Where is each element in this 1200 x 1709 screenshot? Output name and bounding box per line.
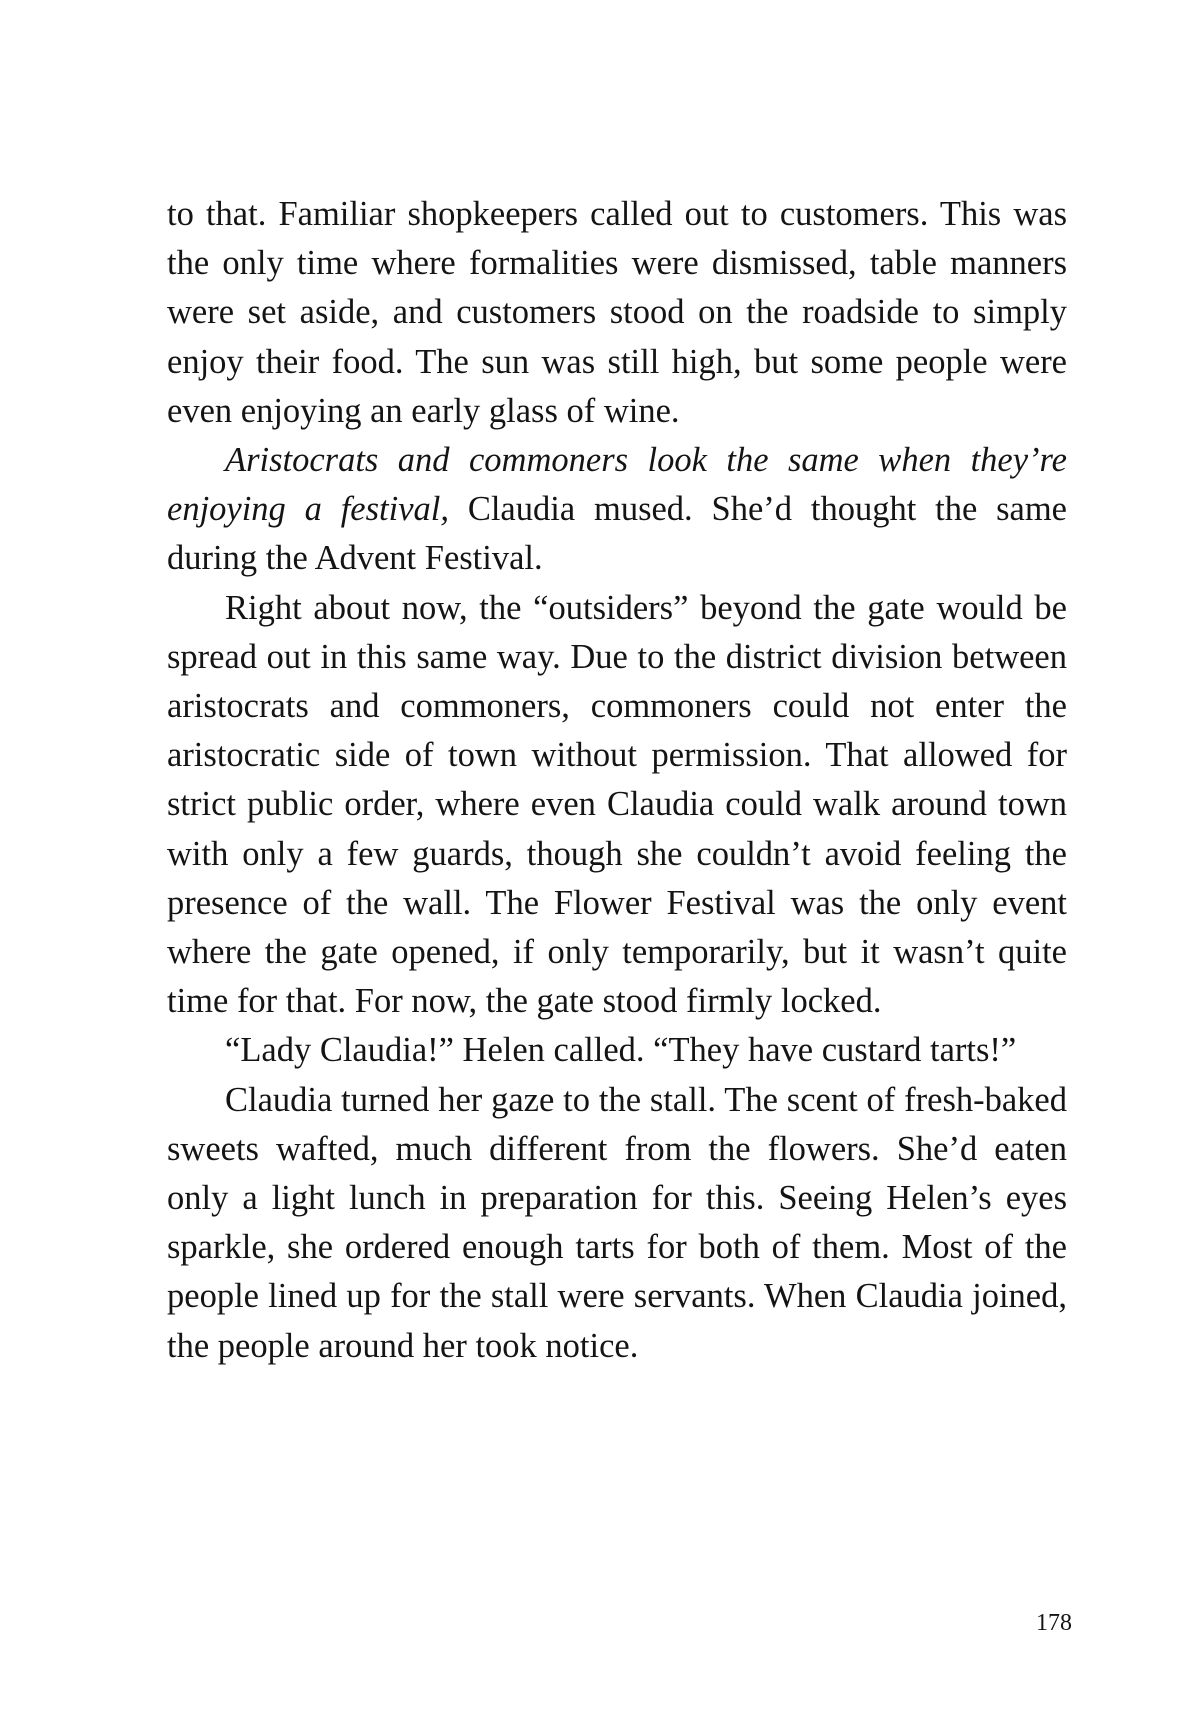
paragraph-text: Right about now, the “outsiders” beyond the gate would be spread out in this same way. Due to the district division between aristocrats and commoners, commoners could not enter the aristocratic side of town without permission. That allowed for strict public order, where even Claudia could walk around town with only a few guards, though she couldn’t avoid feeling the presence of the wall. The Flower Festival was the only event where the gate opened, if only temporarily, but it wasn’t quite time for that. For now, the gate stood firmly locked. [167,588,1067,1021]
paragraph-text: “Lady Claudia!” Helen called. “They have custard tarts!” [225,1031,1017,1070]
paragraph [167,190,1067,436]
paragraph [167,436,1067,584]
paragraph-text: Claudia mused. She’d thought the same during the Advent Festival. [167,490,1067,578]
paragraph [167,1076,1067,1371]
italic-thought-text: Aristocrats and commoners look the same when they’re enjoying a festival, [167,441,1067,529]
paragraph [167,584,1067,1027]
page-body-text [167,190,1067,1371]
page-number: 178 [1036,1610,1072,1636]
paragraph-text: to that. Familiar shopkeepers called out to customers. This was the only time where formalities were dismissed, table manners were set aside, and customers stood on the roadside to simply enjoy their food. The sun was still high, but some people were even enjoying an early glass of wine. [167,195,1067,430]
paragraph-text: Claudia turned her gaze to the stall. The scent of fresh-baked sweets wafted, much different from the flowers. She’d eaten only a light lunch in preparation for this. Seeing Helen’s eyes sparkle, she ordered enough tarts for both of them. Most of the people lined up for the stall were servants. When Claudia joined, the people around her took notice. [167,1080,1067,1365]
paragraph [167,1026,1067,1075]
